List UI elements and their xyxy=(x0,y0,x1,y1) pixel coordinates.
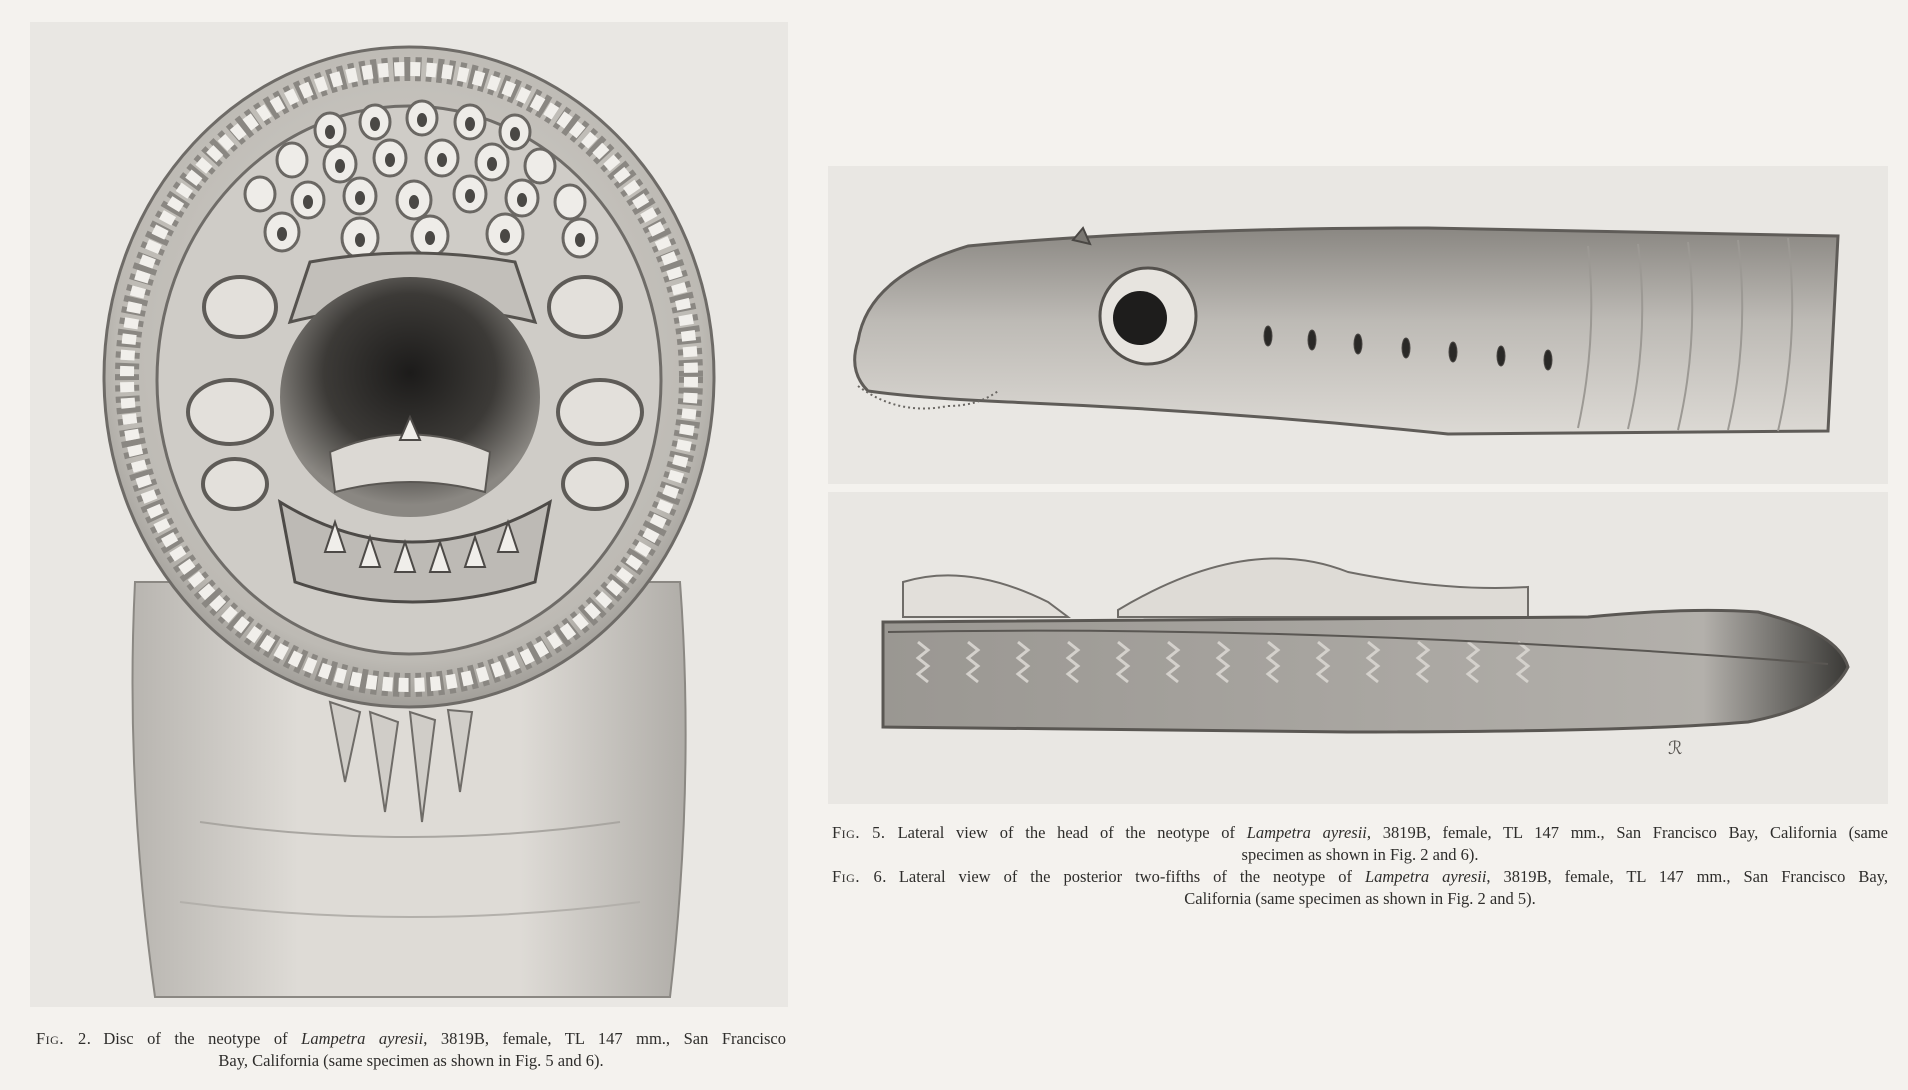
fig2-caption-line2: Bay, California (same specimen as shown in Fig. 5 and 6). xyxy=(218,1051,604,1070)
fig5-caption-details: , 3819B, female, TL 147 mm., San Francisco Bay, California (same xyxy=(1366,823,1888,842)
fig2-caption-details: , 3819B, female, TL 147 mm., San Francisco xyxy=(423,1029,787,1048)
fig5-caption-text: Lateral view of the head of the neotype of xyxy=(897,823,1247,842)
fig2-caption-text: Disc of the neotype of xyxy=(103,1029,302,1048)
fig2-illustration xyxy=(30,22,788,1007)
fig6-species-name: Lampetra ayresii xyxy=(1364,867,1487,886)
fig5-illustration xyxy=(828,166,1888,484)
fig6-caption xyxy=(832,866,1888,910)
lamprey-oral-disc-drawing xyxy=(30,22,788,1007)
fig6-label: Fig. 6. xyxy=(832,867,887,886)
fig6-caption-line2: California (same specimen as shown in Fig. 2 and 5). xyxy=(1184,889,1536,908)
fig6-caption-line1 xyxy=(832,866,1888,888)
fig5-caption-line2: specimen as shown in Fig. 2 and 6). xyxy=(1241,845,1479,864)
artist-monogram: ℛ xyxy=(1668,738,1683,758)
fig5-caption xyxy=(832,822,1888,866)
fig5-label: Fig. 5. xyxy=(832,823,886,842)
lamprey-head-lateral-drawing xyxy=(828,166,1888,484)
fig2-caption xyxy=(36,1028,786,1072)
fig5-caption-line1 xyxy=(832,822,1888,844)
fig2-label: Fig. 2. xyxy=(36,1029,92,1048)
fig6-caption-text: Lateral view of the posterior two-fifths of the neotype of xyxy=(898,867,1365,886)
fig2-caption-line1 xyxy=(36,1028,786,1050)
fig6-illustration xyxy=(828,492,1888,804)
fig5-species-name: Lampetra ayresii xyxy=(1246,823,1367,842)
fig2-species-name: Lampetra ayresii xyxy=(301,1029,424,1048)
lamprey-tail-lateral-drawing xyxy=(828,492,1888,804)
fig6-caption-details: , 3819B, female, TL 147 mm., San Francisco Bay, xyxy=(1486,867,1888,886)
